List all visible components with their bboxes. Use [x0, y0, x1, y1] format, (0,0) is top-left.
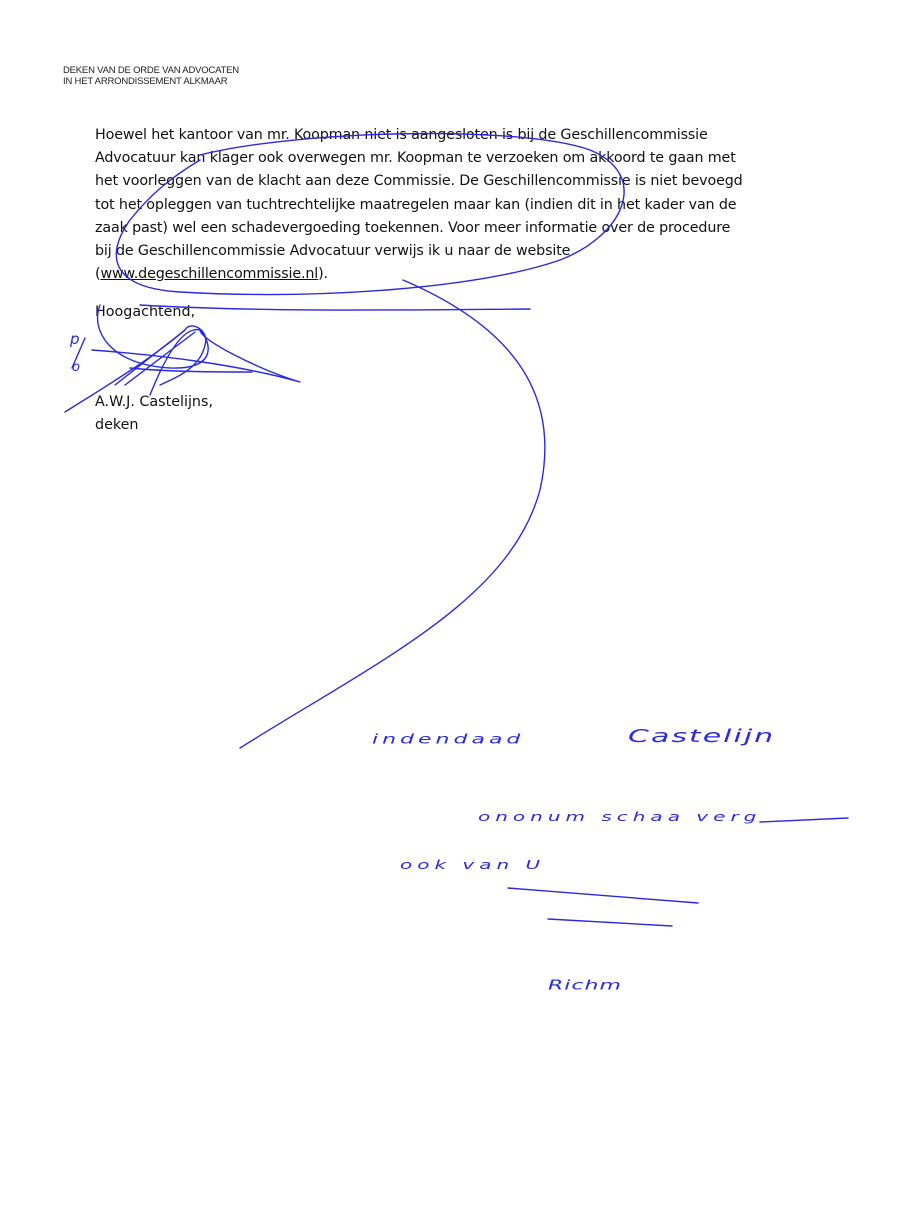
body-line: Advocatuur kan klager ook overwegen mr. Koopman te verzoeken om akkoord te gaan met: [95, 150, 736, 167]
body-line: tot het opleggen van tuchtrechtelijke maatregelen maar kan (indien dit in het kader van de: [95, 196, 737, 213]
signer-name: A.W.J. Castelijns,: [95, 394, 213, 410]
letterhead-line-1: DEKEN VAN DE ORDE VAN ADVOCATEN: [63, 65, 239, 76]
signer-title: deken: [95, 417, 139, 433]
handwritten-note-line-3: ook van U: [400, 857, 546, 872]
handwritten-signature: Richm: [548, 978, 622, 993]
hw-underline-tail: [760, 818, 848, 822]
body-line: bij de Geschillencommissie Advocatuur verwijs ik u naar de website: [95, 243, 571, 260]
swoosh-line: [140, 305, 530, 310]
handwritten-note-line-2: ononum schaa verg: [478, 809, 762, 824]
signature-scribble: [130, 368, 252, 372]
signature-scribble: [92, 330, 300, 382]
hw-underline: [508, 888, 698, 903]
signature-scribble: [115, 330, 195, 385]
link-prefix: (: [95, 266, 101, 283]
body-line: Hoewel het kantoor van mr. Koopman niet is aangesloten is bij de Geschillencommissie: [95, 127, 708, 143]
pp-mark-bottom: o: [72, 360, 80, 375]
body-line-link: [95, 263, 795, 286]
link-suffix: ).: [318, 266, 328, 283]
body-line: zaak past) wel een schadevergoeding toekennen. Voor meer informatie over de procedure: [95, 219, 731, 236]
closing-greeting: Hoogachtend,: [95, 304, 196, 320]
letterhead: [63, 65, 239, 87]
long-curve: [240, 280, 545, 748]
letterhead-line-2: IN HET ARRONDISSEMENT ALKMAAR: [63, 76, 228, 87]
website-link[interactable]: www.degeschillencommissie.nl: [100, 266, 319, 283]
handwritten-note-line-1b: Castelijn: [628, 726, 776, 747]
handwritten-note-line-1a: indendaad: [372, 732, 525, 747]
signer-block: [95, 391, 213, 437]
letter-body-paragraph: [95, 124, 795, 286]
hw-underline: [548, 919, 672, 926]
pp-mark-top: p: [70, 330, 80, 348]
body-line: het voorleggen van de klacht aan deze Commissie. De Geschillencommissie is niet bevoegd: [95, 173, 743, 190]
